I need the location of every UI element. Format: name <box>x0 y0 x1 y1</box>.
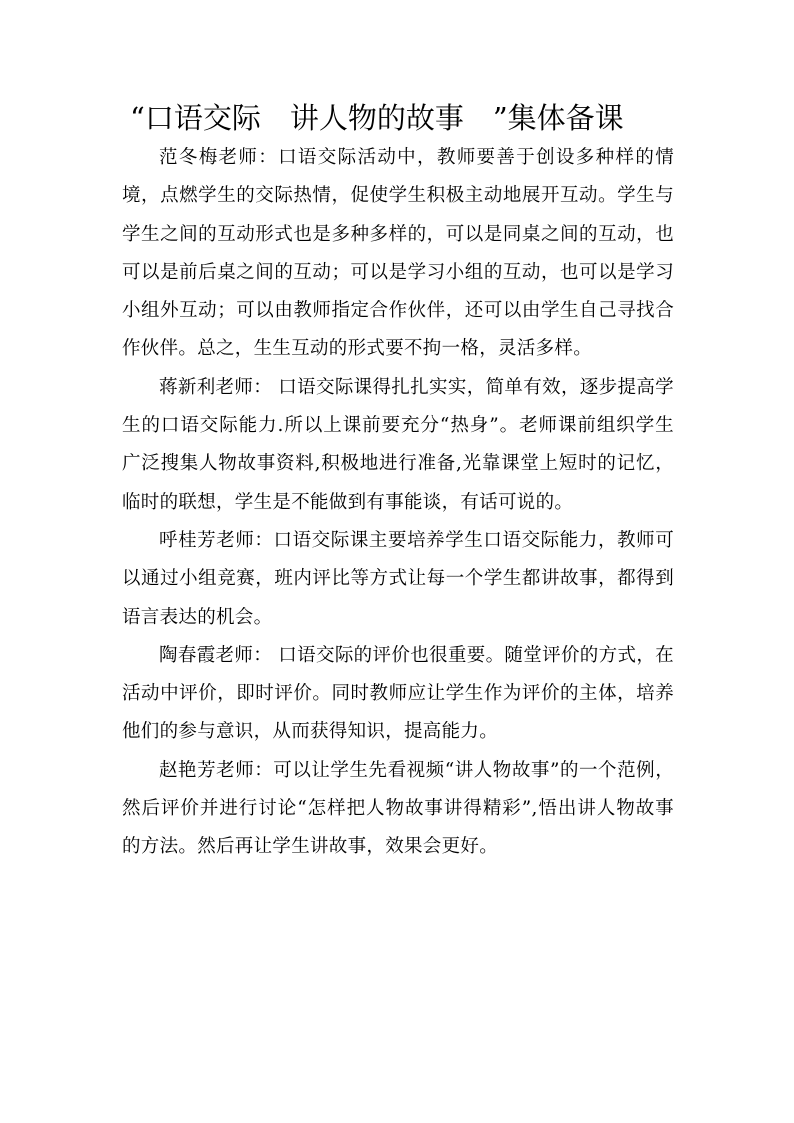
paragraph-hu-guifang: 呼桂芳老师：口语交际课主要培养学生口语交际能力，教师可以通过小组竞赛，班内评比等方式让每一个学生都讲故事，都得到语言表达的机会。 <box>122 529 674 628</box>
paragraph-tao-chunxia: 陶春霞老师： 口语交际的评价也很重要。随堂评价的方式，在活动中评价，即时评价。同时教师应让学生作为评价的主体，培养他们的参与意识，从而获得知识，提高能力。 <box>122 644 674 743</box>
paragraph-fan-dongmei: 范冬梅老师：口语交际活动中，教师要善于创设多种样的情境，点燃学生的交际热情，促使学生积极主动地展开互动。学生与学生之间的互动形式也是多种多样的，可以是同桌之间的互动，也可以是前后桌之间的互动；可以是学习小组的互动，也可以是学习小组外互动；可以由教师指定合作伙伴，还可以由学生自己寻找合作伙伴。总之，生生互动的形式要不拘一格，灵活多样。 <box>122 147 674 360</box>
paragraph-zhao-yanfang: 赵艳芳老师：可以让学生先看视频“讲人物故事”的一个范例，然后评价并进行讨论“怎样把人物故事讲得精彩”,悟出讲人物故事的方法。然后再让学生讲故事，效果会更好。 <box>122 759 674 858</box>
paragraph-jiang-xinli: 蒋新利老师： 口语交际课得扎扎实实，简单有效，逐步提高学生的口语交际能力.所以上课前要充分“热身”。老师课前组织学生广泛搜集人物故事资料,积极地进行准备,光靠课堂上短时的记忆，临时的联想，学生是不能做到有事能谈，有话可说的。 <box>122 376 674 513</box>
document-body <box>122 139 674 867</box>
document-title: “口语交际 讲人物的故事 ”集体备课 <box>130 101 624 135</box>
